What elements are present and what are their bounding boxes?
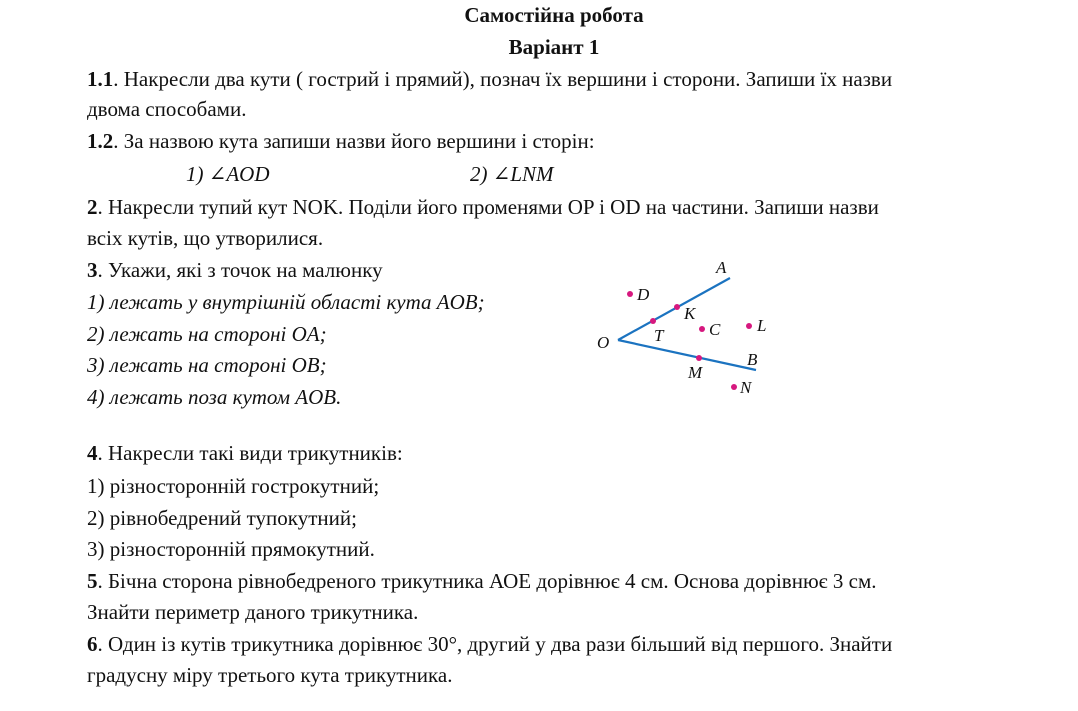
worksheet-title: Самостійна робота xyxy=(464,3,644,27)
point-n xyxy=(731,384,737,390)
label-k: K xyxy=(684,304,696,323)
label-t: T xyxy=(654,326,664,345)
task-4-number: 4 xyxy=(87,441,98,465)
variant-heading: Варіант 1 xyxy=(508,35,600,59)
task-4-item-2: 2) рівнобедрений тупокутний; xyxy=(87,506,357,530)
task-1-1-line-2: двома способами. xyxy=(87,97,247,121)
task-3-item-1: 1) лежать у внутрішній області кута AOB; xyxy=(87,290,485,314)
task-5-number: 5 xyxy=(87,569,98,593)
point-m xyxy=(696,355,702,361)
point-d xyxy=(627,291,633,297)
task-3-item-3: 3) лежать на стороні OB; xyxy=(87,353,327,377)
label-d: D xyxy=(637,285,650,304)
task-3-line xyxy=(87,258,383,282)
task-2-number: 2 xyxy=(87,195,98,219)
task-1-2-item-1: 1) ∠AOD xyxy=(186,162,270,186)
task-1-2-text: . За назвою кута запиши назви його вершини і сторін: xyxy=(113,129,595,153)
task-4-item-3: 3) різносторонній прямокутний. xyxy=(87,537,375,561)
point-c xyxy=(699,326,705,332)
task-6-line-2: градусну міру третього кута трикутника. xyxy=(87,663,453,687)
task-1-1-text: . Накресли два кути ( гострий і прямий), познач їх вершини і сторони. Запиши їх назви xyxy=(113,67,893,91)
task-4-item-1: 1) різносторонній гострокутний; xyxy=(87,474,380,498)
task-3-text: . Укажи, які з точок на малюнку xyxy=(97,258,383,282)
label-b: B xyxy=(747,350,758,369)
point-l xyxy=(746,323,752,329)
task-3-item-4: 4) лежать поза кутом AOB. xyxy=(87,385,342,409)
point-t xyxy=(650,318,656,324)
task-1-2-line xyxy=(87,129,595,153)
task-3-number: 3 xyxy=(87,258,98,282)
task-6-text: . Один із кутів трикутника дорівнює 30°, другий у два рази більший від першого. Знайти xyxy=(97,632,893,656)
task-1-1-line-1 xyxy=(87,67,892,91)
angle-aob-figure xyxy=(590,252,790,412)
task-1-1-number: 1.1 xyxy=(87,67,114,91)
task-1-2-item-2: 2) ∠LNM xyxy=(470,162,554,186)
task-2-line-1 xyxy=(87,195,879,219)
label-a: A xyxy=(716,258,727,277)
task-5-line-2: Знайти периметр даного трикутника. xyxy=(87,600,419,624)
label-o: O xyxy=(597,333,610,352)
task-2-line-2: всіх кутів, що утворилися. xyxy=(87,226,324,250)
task-4-line xyxy=(87,441,403,465)
label-n: N xyxy=(740,378,752,397)
task-1-2-number: 1.2 xyxy=(87,129,114,153)
point-k xyxy=(674,304,680,310)
label-m: M xyxy=(688,363,703,382)
task-3-item-2: 2) лежать на стороні OA; xyxy=(87,322,327,346)
task-6-line-1 xyxy=(87,632,892,656)
label-c: C xyxy=(709,320,721,339)
task-5-text: . Бічна сторона рівнобедреного трикутника АОЕ дорівнює 4 см. Основа дорівнює 3 см. xyxy=(97,569,877,593)
ray-ob xyxy=(618,340,756,370)
task-6-number: 6 xyxy=(87,632,98,656)
task-5-line-1 xyxy=(87,569,877,593)
label-l: L xyxy=(757,316,767,335)
task-2-text: . Накресли тупий кут NOK. Поділи його променями OP і OD на частини. Запиши назви xyxy=(97,195,879,219)
task-4-text: . Накресли такі види трикутників: xyxy=(97,441,403,465)
